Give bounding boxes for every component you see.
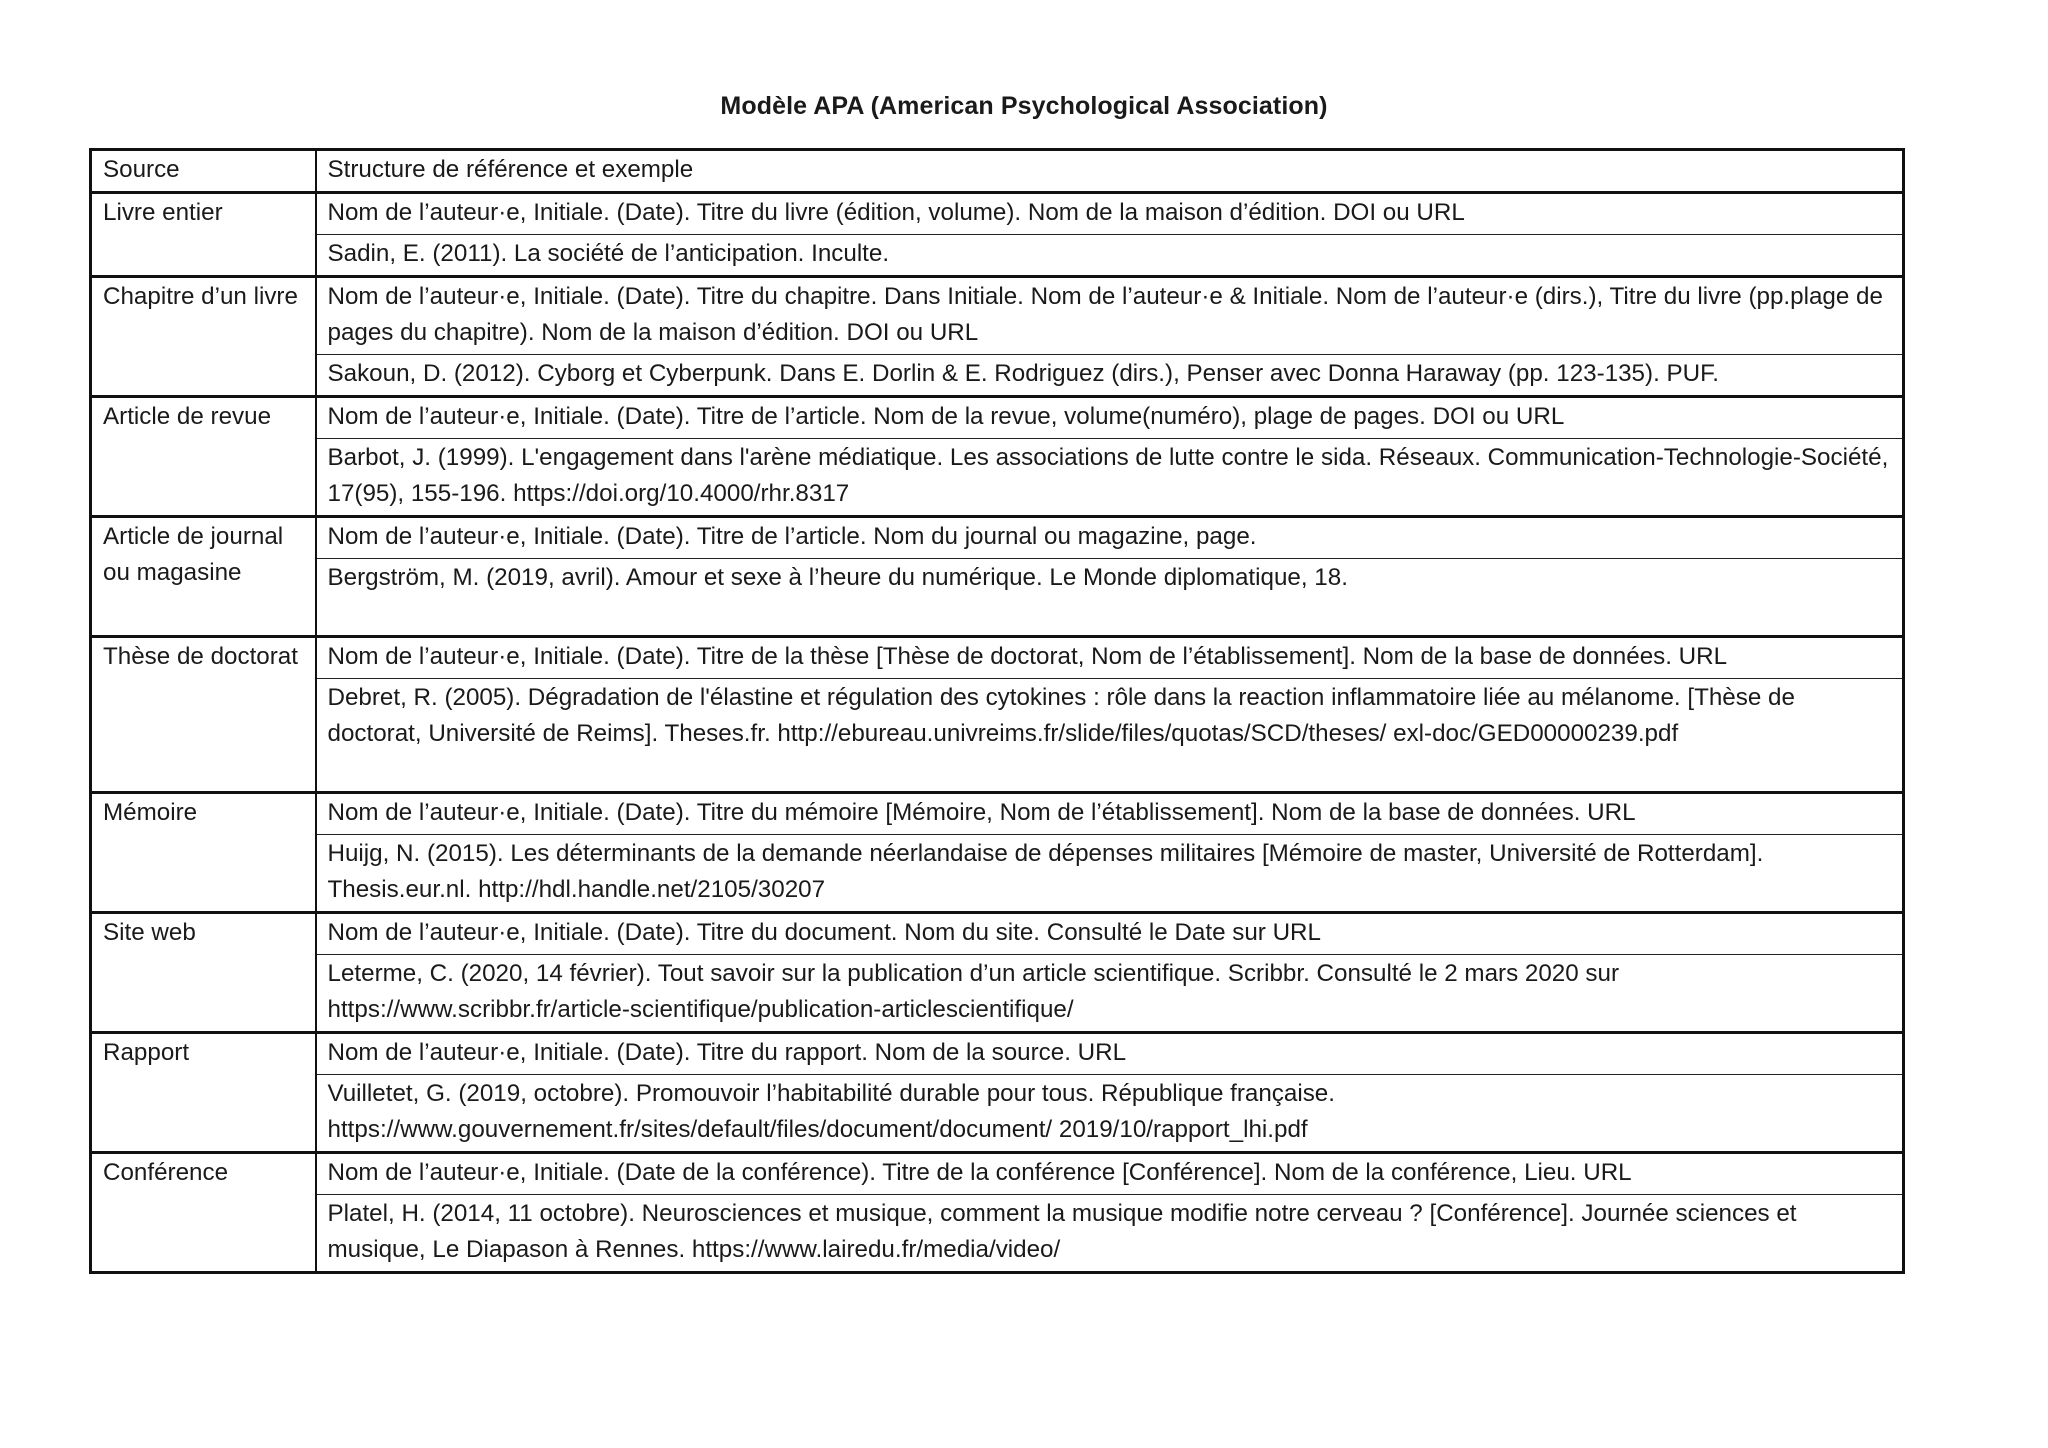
- table-row: [91, 559, 1904, 637]
- header-structure: Structure de référence et exemple: [316, 150, 1904, 193]
- table-header: [91, 150, 1904, 193]
- source-cell: Chapitre d’un livre: [91, 277, 316, 397]
- table-row: [91, 1033, 1904, 1075]
- source-cell: Conférence: [91, 1153, 316, 1273]
- table-row: [91, 397, 1904, 439]
- header-row: [91, 150, 1904, 193]
- structure-cell: Nom de l’auteur·e, Initiale. (Date). Titre du document. Nom du site. Consulté le Date sur URL: [316, 913, 1904, 955]
- table-row: [91, 679, 1904, 793]
- structure-cell: Nom de l’auteur·e, Initiale. (Date). Titre de l’article. Nom du journal ou magazine, page.: [316, 517, 1904, 559]
- example-cell: Bergström, M. (2019, avril). Amour et sexe à l’heure du numérique. Le Monde diplomatique, 18.: [316, 559, 1904, 637]
- example-cell: Barbot, J. (1999). L'engagement dans l'arène médiatique. Les associations de lutte contre le sida. Réseaux. Communication-Technologie-Société, 17(95), 155-196. https://doi.org/10.4000/rhr.8317: [316, 439, 1904, 517]
- table-row: [91, 517, 1904, 559]
- example-cell: Sadin, E. (2011). La société de l’anticipation. Inculte.: [316, 235, 1904, 277]
- example-cell: Leterme, C. (2020, 14 février). Tout savoir sur la publication d’un article scientifique. Scribbr. Consulté le 2 mars 2020 sur https://www.scribbr.fr/article-scientifique/publication-articlescientifique/: [316, 955, 1904, 1033]
- row-group-rapport: [91, 1033, 1904, 1153]
- example-cell: Huijg, N. (2015). Les déterminants de la demande néerlandaise de dépenses militaires [Mémoire de master, Université de Rotterdam]. Thesis.eur.nl. http://hdl.handle.net/2105/30207: [316, 835, 1904, 913]
- example-cell: Debret, R. (2005). Dégradation de l'élastine et régulation des cytokines : rôle dans la reaction inflammatoire liée au mélanome. [Thèse de doctorat, Université de Reims]. Theses.fr. http://ebureau.univreims.fr/slide/files/quotas/SCD/theses/ exl-doc/GED00000239.pdf: [316, 679, 1904, 793]
- table-row: [91, 439, 1904, 517]
- source-cell: Site web: [91, 913, 316, 1033]
- apa-reference-table: [89, 148, 1905, 1274]
- source-cell: Article de journal ou magasine: [91, 517, 316, 637]
- example-cell: Platel, H. (2014, 11 octobre). Neurosciences et musique, comment la musique modifie notre cerveau ? [Conférence]. Journée sciences et musique, Le Diapason à Rennes. https://www.lairedu.fr/media/video/: [316, 1195, 1904, 1273]
- row-group-these: [91, 637, 1904, 793]
- row-group-article-journal: [91, 517, 1904, 637]
- table-row: [91, 793, 1904, 835]
- source-cell: Mémoire: [91, 793, 316, 913]
- source-cell: Livre entier: [91, 193, 316, 277]
- table-row: [91, 355, 1904, 397]
- table-row: [91, 235, 1904, 277]
- row-group-site-web: [91, 913, 1904, 1033]
- source-cell: Article de revue: [91, 397, 316, 517]
- table-row: [91, 277, 1904, 355]
- example-cell: Vuilletet, G. (2019, octobre). Promouvoir l’habitabilité durable pour tous. République française. https://www.gouvernement.fr/sites/default/files/document/document/ 2019/10/rapport_lhi.pdf: [316, 1075, 1904, 1153]
- source-cell: Thèse de doctorat: [91, 637, 316, 793]
- row-group-article-revue: [91, 397, 1904, 517]
- table-row: [91, 955, 1904, 1033]
- header-source: Source: [91, 150, 316, 193]
- source-cell: Rapport: [91, 1033, 316, 1153]
- table-row: [91, 913, 1904, 955]
- page-title: Modèle APA (American Psychological Association): [720, 92, 1328, 120]
- table-row: [91, 1195, 1904, 1273]
- row-group-livre-entier: [91, 193, 1904, 277]
- structure-cell: Nom de l’auteur·e, Initiale. (Date). Titre du mémoire [Mémoire, Nom de l’établissement]. Nom de la base de données. URL: [316, 793, 1904, 835]
- table-row: [91, 835, 1904, 913]
- structure-cell: Nom de l’auteur·e, Initiale. (Date). Titre de la thèse [Thèse de doctorat, Nom de l’établissement]. Nom de la base de données. URL: [316, 637, 1904, 679]
- table-row: [91, 1075, 1904, 1153]
- row-group-memoire: [91, 793, 1904, 913]
- table-row: [91, 1153, 1904, 1195]
- row-group-conference: [91, 1153, 1904, 1273]
- table-row: [91, 193, 1904, 235]
- table-row: [91, 637, 1904, 679]
- structure-cell: Nom de l’auteur·e, Initiale. (Date de la conférence). Titre de la conférence [Conférence]. Nom de la conférence, Lieu. URL: [316, 1153, 1904, 1195]
- example-cell: Sakoun, D. (2012). Cyborg et Cyberpunk. Dans E. Dorlin & E. Rodriguez (dirs.), Penser avec Donna Haraway (pp. 123-135). PUF.: [316, 355, 1904, 397]
- structure-cell: Nom de l’auteur·e, Initiale. (Date). Titre du livre (édition, volume). Nom de la maison d’édition. DOI ou URL: [316, 193, 1904, 235]
- structure-cell: Nom de l’auteur·e, Initiale. (Date). Titre du chapitre. Dans Initiale. Nom de l’auteur·e & Initiale. Nom de l’auteur·e (dirs.), Titre du livre (pp.plage de pages du chapitre). Nom de la maison d’édition. DOI ou URL: [316, 277, 1904, 355]
- structure-cell: Nom de l’auteur·e, Initiale. (Date). Titre de l’article. Nom de la revue, volume(numéro), plage de pages. DOI ou URL: [316, 397, 1904, 439]
- row-group-chapitre: [91, 277, 1904, 397]
- structure-cell: Nom de l’auteur·e, Initiale. (Date). Titre du rapport. Nom de la source. URL: [316, 1033, 1904, 1075]
